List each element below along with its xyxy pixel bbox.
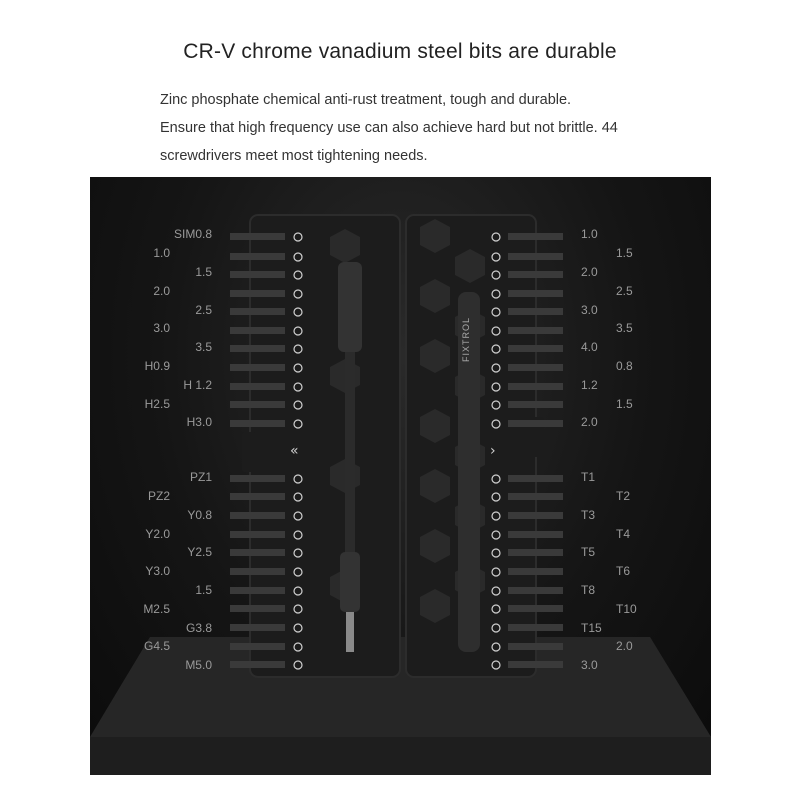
left-label: G3.8	[185, 621, 212, 635]
brand-mark: FIXTROL	[461, 317, 471, 363]
left-label: Y2.5	[187, 545, 212, 559]
bit-tip	[346, 612, 354, 652]
screwdriver-handle-top	[338, 262, 362, 352]
right-label: T6	[616, 564, 631, 578]
left-label: 1.0	[153, 246, 170, 260]
right-label: T15	[581, 621, 602, 635]
left-label: M5.0	[185, 658, 212, 672]
screwdriver-extension	[345, 352, 355, 552]
right-label: 1.0	[581, 227, 598, 241]
left-label: PZ1	[189, 470, 212, 484]
left-label: G4.5	[143, 639, 170, 653]
description-line-1: Zinc phosphate chemical anti-rust treatment, tough and durable.	[160, 92, 572, 108]
right-label: 2.0	[581, 415, 598, 429]
left-label: 2.5	[195, 303, 212, 317]
right-label: 4.0	[581, 340, 598, 354]
right-label: 3.0	[581, 303, 598, 317]
right-label: T10	[616, 602, 637, 616]
left-label: 1.5	[195, 265, 212, 279]
left-label: Y0.8	[187, 508, 212, 522]
description-line-3: screwdrivers meet most tightening needs.	[160, 148, 428, 164]
screwdriver-handle-bottom	[340, 552, 360, 612]
left-label: H3.0	[186, 415, 212, 429]
right-label: 3.0	[581, 658, 598, 672]
left-label: 3.0	[153, 321, 170, 335]
right-label: T2	[616, 489, 631, 503]
left-label: H 1.2	[183, 378, 212, 392]
left-label: M2.5	[143, 602, 170, 616]
right-label: T1	[581, 470, 596, 484]
right-label: 2.5	[616, 284, 633, 298]
left-label: H0.9	[144, 359, 170, 373]
right-label: T4	[616, 527, 631, 541]
right-label: 2.0	[616, 639, 633, 653]
page-heading: CR-V chrome vanadium steel bits are durable	[183, 40, 617, 63]
left-label: 2.0	[153, 284, 170, 298]
left-label: 3.5	[195, 340, 212, 354]
right-label: T5	[581, 545, 596, 559]
case-left-tab	[242, 432, 256, 472]
left-label: PZ2	[147, 489, 170, 503]
product-photo	[90, 177, 711, 775]
left-label: SIM0.8	[173, 227, 212, 241]
right-label: 0.8	[616, 359, 633, 373]
right-label: 1.5	[616, 397, 633, 411]
description	[160, 86, 680, 170]
left-label: 1.5	[195, 583, 212, 597]
left-label: Y3.0	[145, 564, 170, 578]
right-label: 3.5	[616, 321, 633, 335]
left-label: Y2.0	[145, 527, 170, 541]
chevron-left-icon: «	[290, 443, 299, 459]
right-label: T8	[581, 583, 596, 597]
right-label: 1.2	[581, 378, 598, 392]
left-label: H2.5	[144, 397, 170, 411]
chevron-right-icon: ›	[490, 443, 496, 459]
right-label: 1.5	[616, 246, 633, 260]
right-label: 2.0	[581, 265, 598, 279]
right-label: T3	[581, 508, 596, 522]
description-line-2: Ensure that high frequency use can also achieve hard but not brittle. 44	[160, 120, 618, 136]
